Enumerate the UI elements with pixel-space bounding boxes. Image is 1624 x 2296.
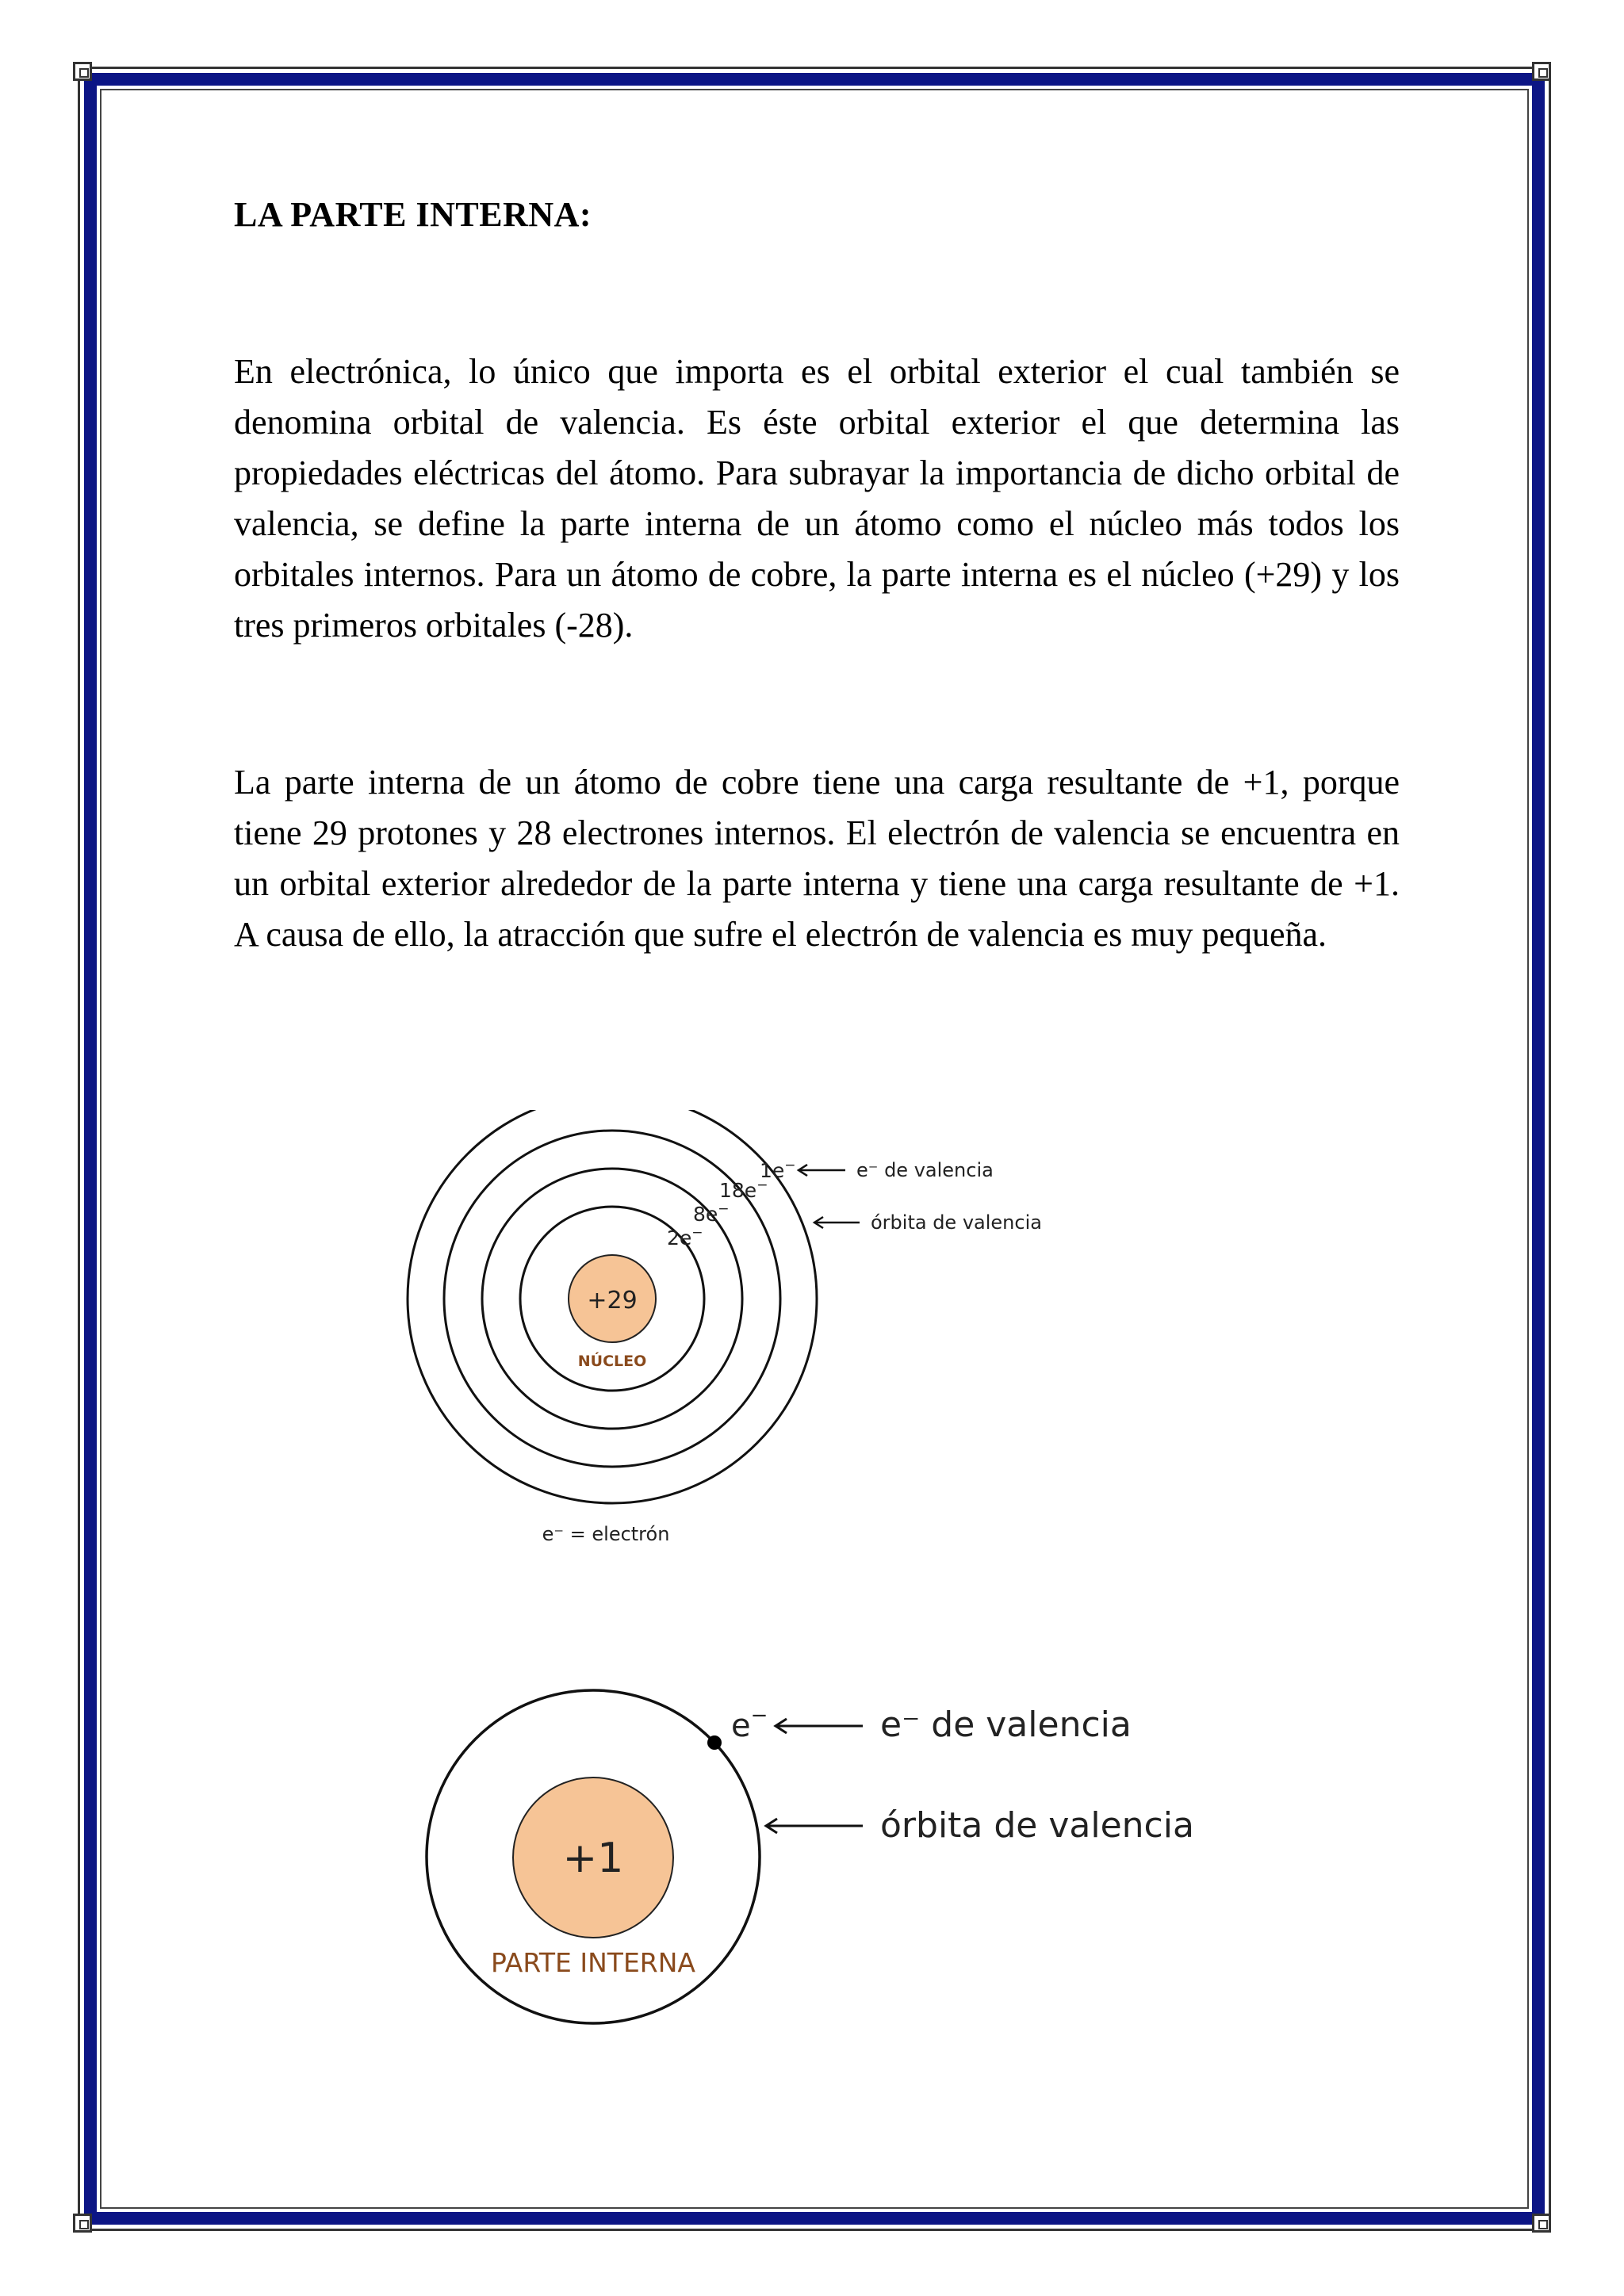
valence-electron-label: e⁻ de valencia — [856, 1159, 994, 1181]
valence-electron-dot — [707, 1735, 722, 1750]
paragraph-1: En electrónica, lo único que importa es el orbital exterior el cual también se denomina orbital de valencia. Es éste orbital exterior el que determina las propiedades eléctricas del átomo. Para subrayar la importancia de dicho orbital de valencia, se define la parte interna de un átomo como el núcleo más todos los orbitales internos. Para un átomo de cobre, la parte interna es el núcleo (+29) y los tres primeros orbitales (-28). — [234, 352, 1400, 645]
shell-1-label: 2e− — [667, 1225, 703, 1249]
core-charge: +1 — [562, 1835, 624, 1882]
nucleus-label: NÚCLEO — [577, 1353, 647, 1370]
paragraph-2: La parte interna de un átomo de cobre tiene una carga resultante de +1, porque tiene 29 protones y 28 electrones internos. El electrón de valencia se encuentra en un orbital exterior alrededor de la parte interna y tiene una carga resultante de +1. A causa de ello, la atracción que sufre el electrón de valencia es muy pequeña. — [234, 763, 1400, 954]
valence-orbit-label-2: órbita de valencia — [880, 1805, 1194, 1846]
core-model-diagram — [396, 1673, 1269, 2053]
page-heading: LA PARTE INTERNA: — [234, 195, 592, 234]
border-corner-bottom-left — [73, 2214, 92, 2233]
electron-legend: e⁻ = electrón — [542, 1523, 670, 1545]
core-label: PARTE INTERNA — [490, 1947, 696, 1978]
border-corner-top-right — [1532, 62, 1551, 81]
shell-2-label: 8e− — [693, 1201, 730, 1226]
shell-3-label: 18e− — [719, 1177, 768, 1202]
valence-orbit-label: órbita de valencia — [871, 1211, 1042, 1234]
copper-atom-diagram — [396, 1110, 1078, 1562]
electron-symbol: e− — [731, 1704, 768, 1744]
border-corner-top-left — [73, 62, 92, 81]
nucleus-charge: +29 — [587, 1287, 638, 1314]
valence-electron-label-2: e⁻ de valencia — [880, 1705, 1132, 1745]
shell-4-label: 1e− — [760, 1158, 796, 1182]
border-corner-bottom-right — [1532, 2214, 1551, 2233]
